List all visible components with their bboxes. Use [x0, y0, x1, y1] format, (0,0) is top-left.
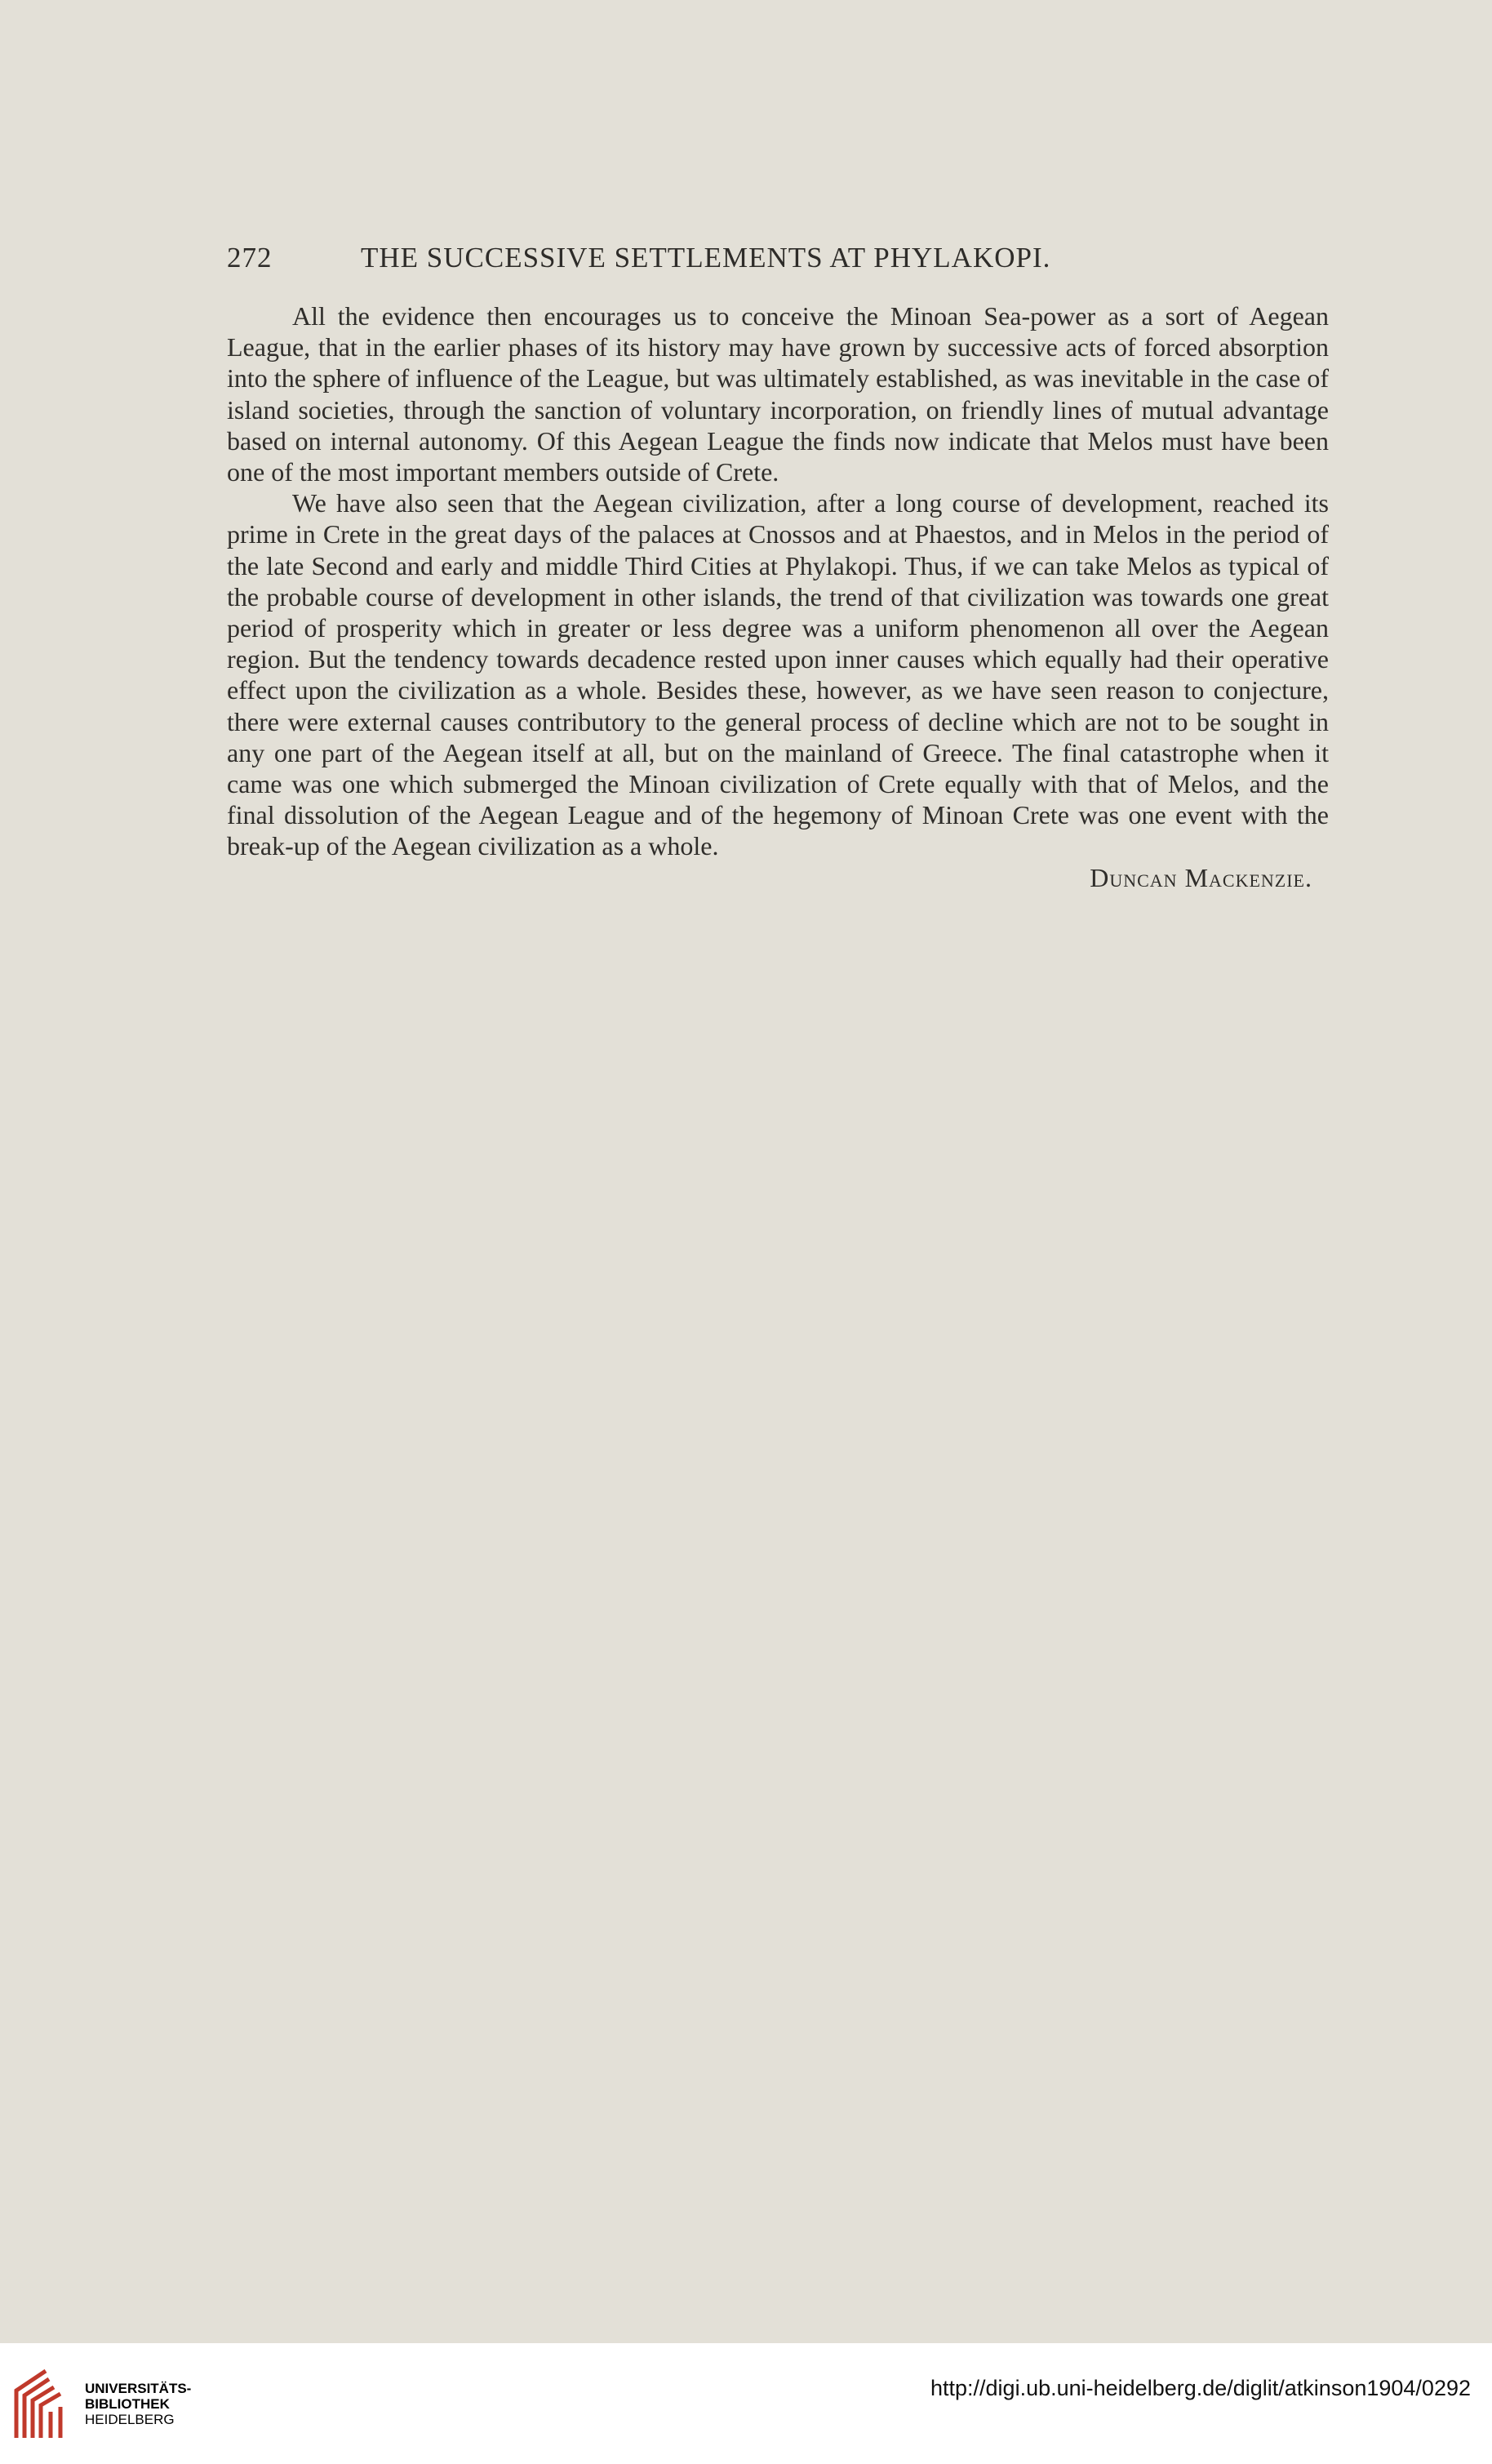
library-name-line: UNIVERSITÄTS-: [85, 2381, 192, 2396]
paragraph: All the evidence then encourages us to conceive the Minoan Sea-power as a sort of Aegean League, that in the earlier phases of its history may have grown by successive acts of forced absorption into the sphere of influence of the League, but was ultimately established, as was inevitable in the case of island societies, through the sanction of voluntary incorporation, on friendly lines of mutual advantage based on internal autonomy. Of this Aegean League the finds now indicate that Melos must have been one of the most important members outside of Crete.: [227, 301, 1329, 487]
author-signature: Duncan Mackenzie.: [1090, 862, 1312, 892]
paragraph: We have also seen that the Aegean civilization, after a long course of development, reached its prime in Crete in the great days of the palaces at Cnossos and at Phaestos, and in Melos in the period of the late Second and early and middle Third Cities at Phylakopi. Thus, if we can take Melos as typical of the probable course of development in other islands, the trend of that civilization was towards one great period of prosperity which in greater or less degree was a uniform phenomenon all over the Aegean region. But the tendency towards decadence rested upon inner causes which equally had their operative effect upon the civilization as a whole. Besides these, however, as we have seen reason to conjecture, there were external causes contributory to the general process of decline which are not to be sought in any one part of the Aegean itself at all, but on the mainland of Greece. The final catastrophe when it came was one which submerged the Minoan civilization of Crete equally with that of Melos, and the final dissolution of the Aegean League and of the hegemony of Minoan Crete was one event with the break-up of the Aegean civilization as a whole.: [227, 488, 1329, 861]
digitization-footer: [0, 2343, 1492, 2464]
library-name: [85, 2381, 191, 2427]
running-head: [227, 242, 1329, 278]
university-library-logo-icon: [13, 2366, 67, 2441]
library-city: HEIDELBERG: [85, 2412, 175, 2427]
source-url-link[interactable]: http://digi.ub.uni-heidelberg.de/diglit/atkinson1904/0292: [930, 2376, 1471, 2400]
library-name-line: BIBLIOTHEK: [85, 2396, 170, 2412]
body-text: [227, 300, 1329, 893]
page-number: 272: [227, 242, 273, 274]
running-title: THE SUCCESSIVE SETTLEMENTS AT PHYLAKOPI.: [361, 242, 1051, 274]
